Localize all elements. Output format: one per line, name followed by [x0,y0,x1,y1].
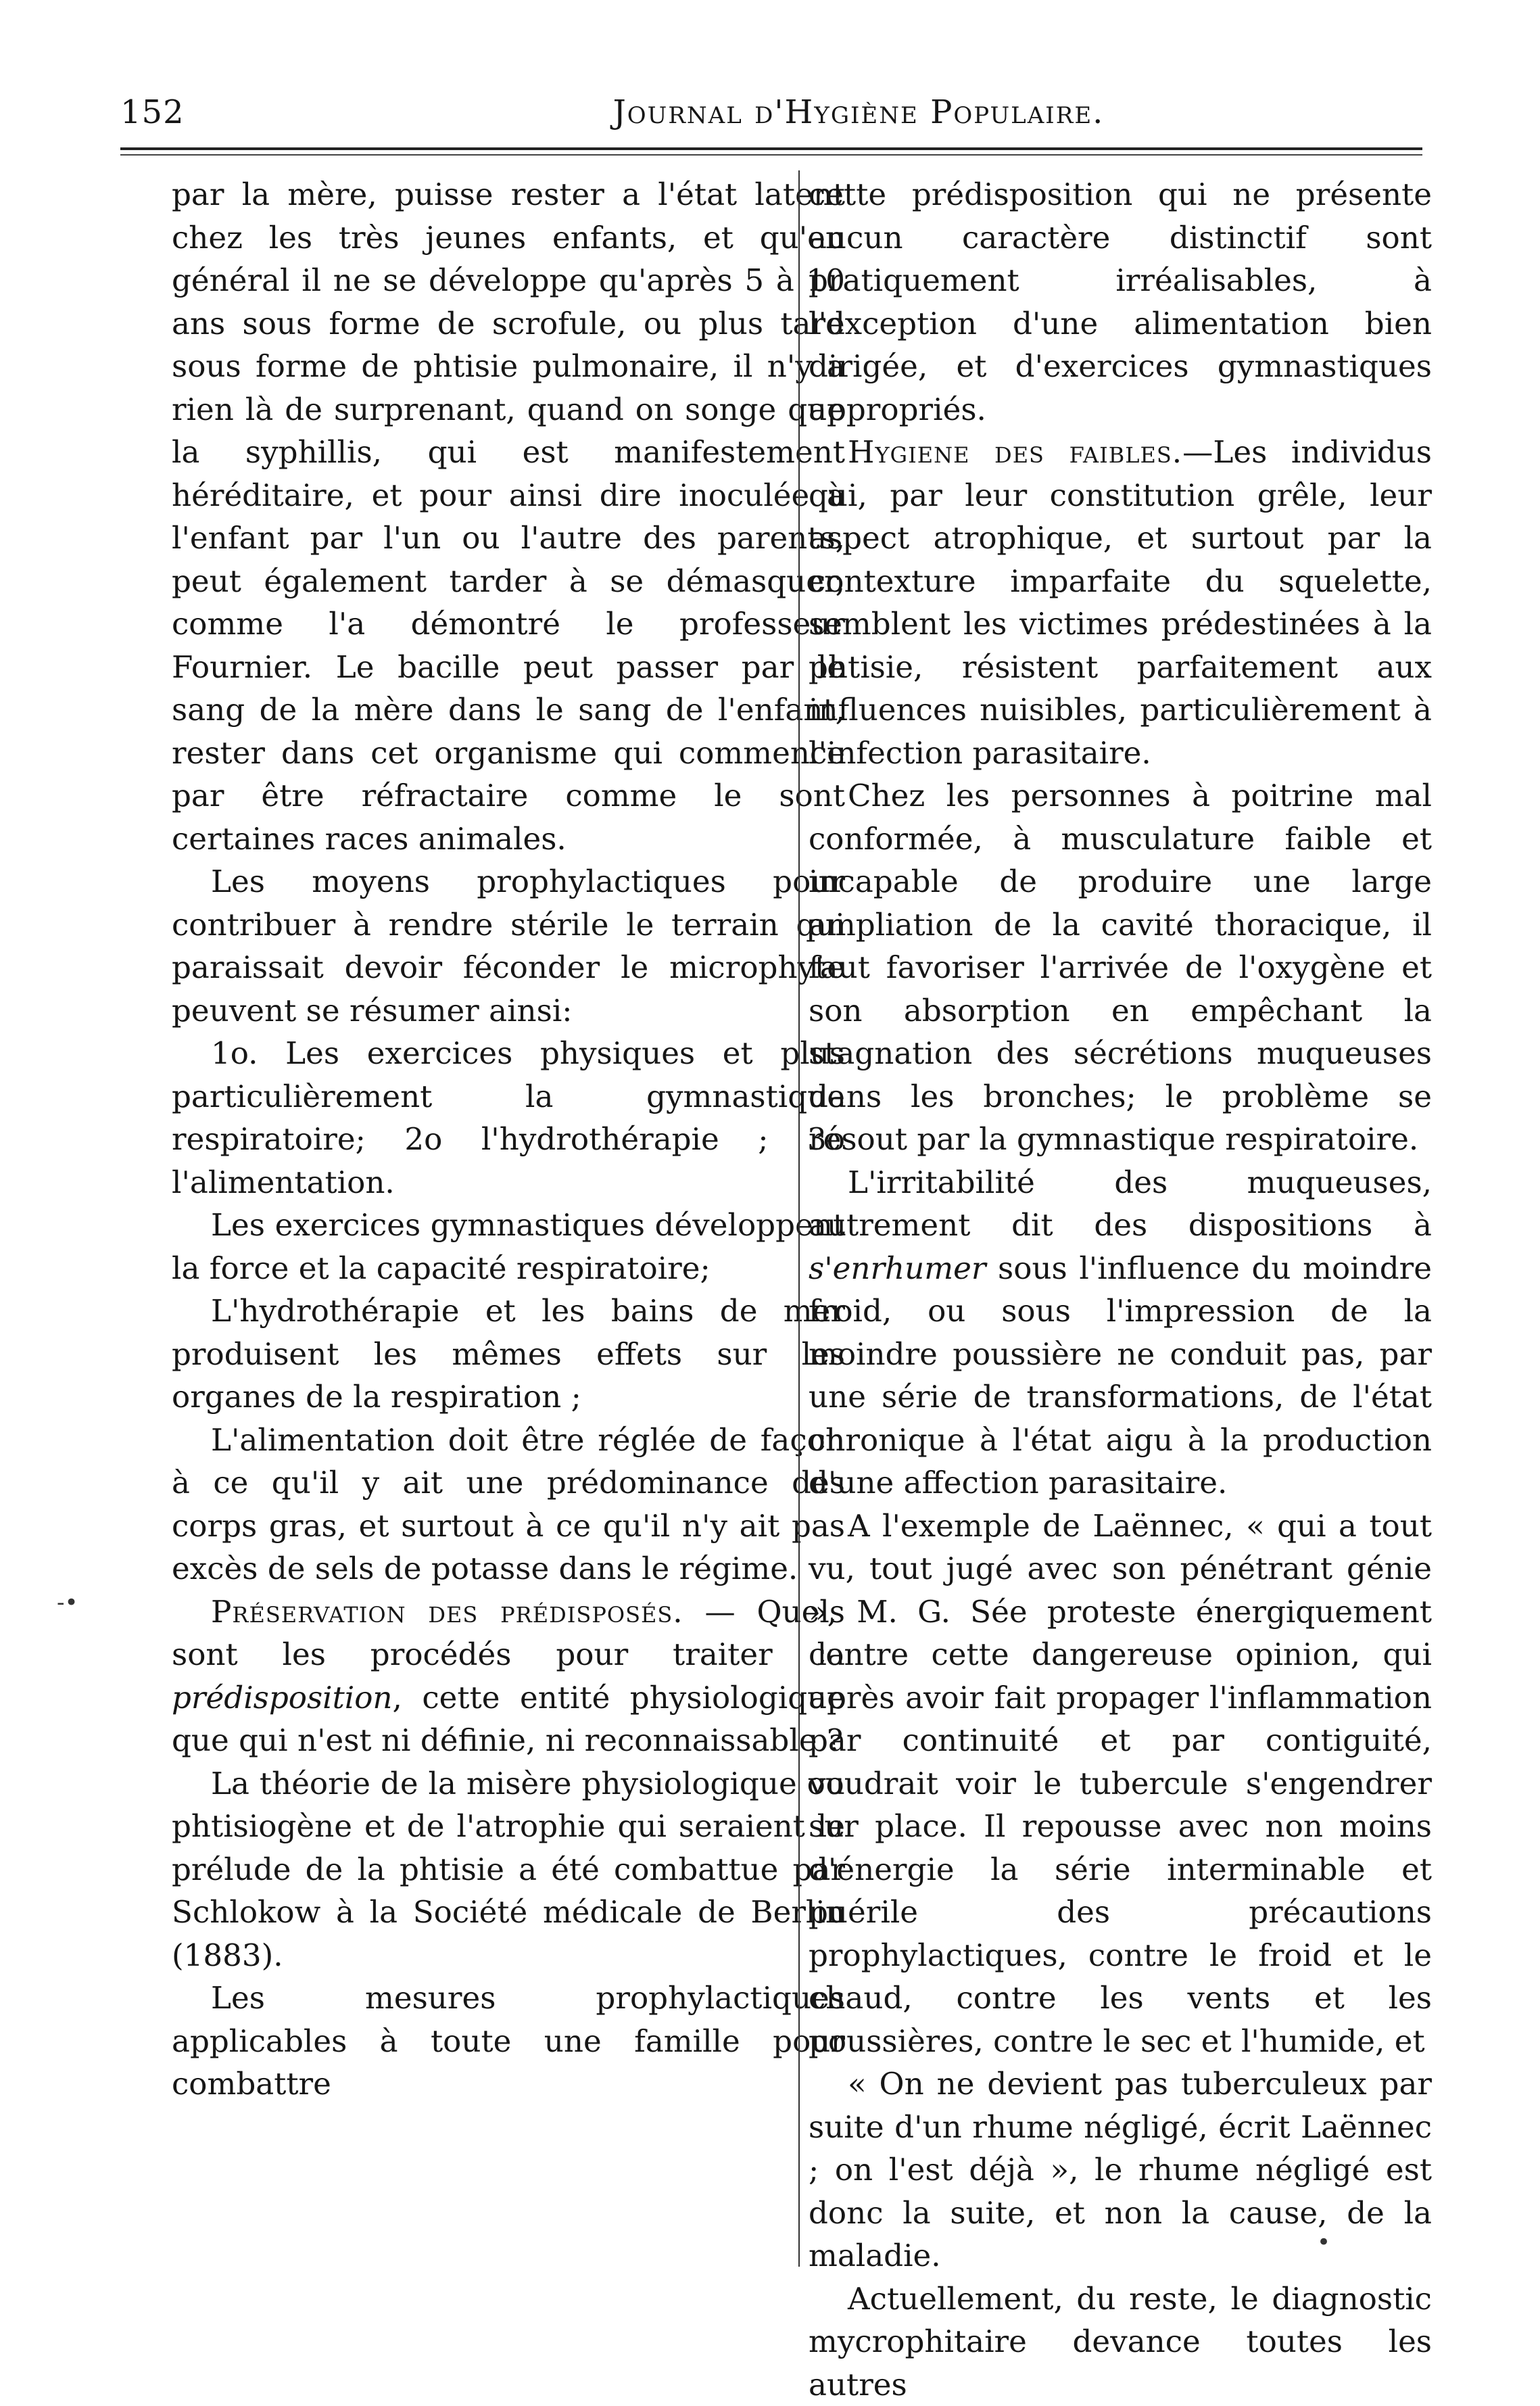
paragraph-text: — Quels sont les procédés pour traiter la [172,1594,845,1673]
emphasis-text: prédisposition [172,1680,393,1716]
page-header [0,87,1540,141]
paragraph: par la mère, puisse rester a l'état latent chez les très jeunes enfants, et qu'en général il ne se développe qu'après 5 à 10 ans sous forme de scrofule, ou plus tard sous forme de phtisie pulmonaire, il n'y a rien là de surprenant, quand on songe que la syphillis, qui est manifestement héréditaire, et pour ainsi dire inoculée à l'enfant par l'un ou l'autre des parents, peut également tarder à se démasquer, comme l'a démontré le professeur Fournier. Le bacille peut passer par le sang de la mère dans le sang de l'enfant, rester dans cet organisme qui commence par être réfractaire comme le sont certaines races animales. [172,173,845,860]
right-column [809,173,1432,2406]
quote-paragraph: « On ne devient pas tuberculeux par suite d'un rhume négligé, écrit Laënnec ; on l'est déjà », le rhume négligé est donc la suite, et non la cause, de la maladie. [809,2062,1432,2278]
paragraph-text: L'irritabilité des muqueuses, autrement dit des dispositions à [809,1164,1432,1244]
paragraph-text: sous l'influence du moindre froid, ou sous l'impression de la moindre poussière ne conduit pas, par une série de transformations, de l'état chronique à l'état aigu à la production d'une affection parasitaire. [809,1250,1432,1501]
paragraph-text: , cette entité physiologique que qui n'est ni définie, ni reconnaissable ? [172,1680,845,1759]
paragraph: Les moyens prophylactiques pour contribuer à rendre stérile le terrain qui paraissait devoir féconder le microphyte peuvent se résumer ainsi: [172,860,845,1032]
section-paragraph [809,431,1432,774]
paragraph: L'hydrothérapie et les bains de mer produisent les mêmes effets sur les organes de la respiration ; [172,1290,845,1419]
paragraph: Actuellement, du reste, le diagnostic mycrophitaire devance toutes les autres [809,2278,1432,2406]
section-heading: Préservation des prédisposés. [211,1594,683,1630]
paragraph: A l'exemple de Laënnec, « qui a tout vu, tout jugé avec son pénétrant génie », M. G. Sée proteste énergiquement contre cette dangereuse opinion, qui après avoir fait propager l'inflammation par continuité et par contiguité, voudrait voir le tubercule s'engendrer sur place. Il repousse avec non moins d'énergie la série interminable et puérile des précautions prophylactiques, contre le froid et le chaud, contre les vents et les poussières, contre le sec et l'humide, et [809,1505,1432,2063]
paragraph: 1o. Les exercices physiques et plus particulièrement la gymnastique respiratoire; 2o l'hydrothérapie ; 3o l'alimentation. [172,1032,845,1204]
left-column [172,173,845,2106]
section-paragraph [172,1590,845,1762]
bottom-mark: • [1317,2229,1330,2256]
paragraph: cette prédisposition qui ne présente aucun caractère distinctif sont pratiquement irréalisables, à l'exception d'une alimentation bien dirigée, et d'exercices gymnastiques appropriés. [809,173,1432,431]
margin-mark: -• [57,1589,78,1616]
paragraph: L'alimentation doit être réglée de façon à ce qu'il y ait une prédominance des corps gras, et surtout à ce qu'il n'y ait pas excès de sels de potasse dans le régime. [172,1419,845,1590]
column-divider [798,170,800,2267]
header-double-rule [120,147,1422,156]
paragraph [809,1161,1432,1505]
emphasis-text: s'enrhumer [809,1250,986,1286]
running-title: Journal d'Hygiène Populaire. [473,93,1244,131]
section-heading: Hygiene des faibles. [848,434,1182,470]
paragraph: Les exercices gymnastiques développent la force et la capacité respiratoire; [172,1204,845,1290]
paragraph: Les mesures prophylactiques applicables à toute une famille pour combattre [172,1977,845,2106]
paragraph: Chez les personnes à poitrine mal conformée, à musculature faible et incapable de produire une large ampliation de la cavité thoracique, il faut favoriser l'arrivée de l'oxygène et son absorption en empêchant la stagnation des sécrétions muqueuses dans les bronches; le problème se résout par la gymnastique respiratoire. [809,774,1432,1161]
paragraph: La théorie de la misère physiologique ou phtisiogène et de l'atrophie qui seraient le prélude de la phtisie a été combattue par Schlokow à la Société médicale de Berlin (1883). [172,1762,845,1977]
paragraph-text: —Les individus qui, par leur constitution grêle, leur aspect atrophique, et surtout par la contexture imparfaite du squelette, semblent les victimes prédestinées à la phtisie, résistent parfaitement aux influences nuisibles, particulièrement à l'infection parasitaire. [809,434,1432,771]
page-number: 152 [120,93,185,131]
